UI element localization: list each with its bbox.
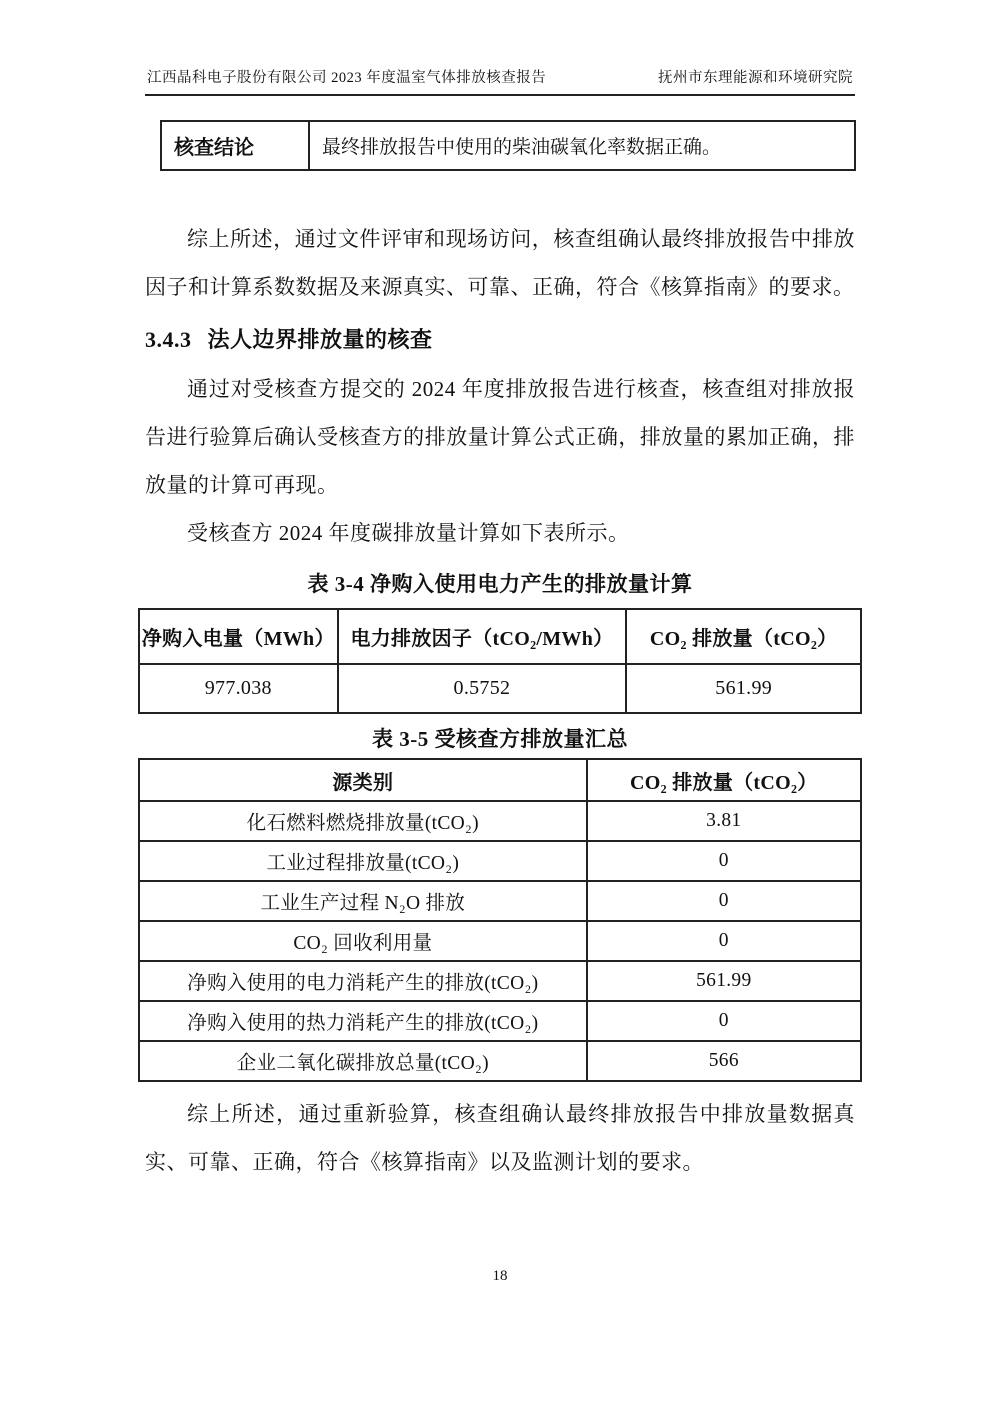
value-cell: 0 (587, 1001, 861, 1041)
table-row (139, 801, 861, 841)
cell-co2-emissions: 561.99 (626, 664, 861, 713)
table-row (139, 664, 861, 713)
table-row (139, 1001, 861, 1041)
paragraph-final-summary: 综上所述，通过重新验算，核查组确认最终排放报告中排放量数据真实、可靠、正确，符合《核算指南》以及监测计划的要求。 (145, 1102, 855, 1174)
table-3-5-emissions-summary (138, 758, 862, 1082)
table-row (161, 121, 855, 170)
table-row (139, 921, 861, 961)
value-cell: 566 (587, 1041, 861, 1081)
section-title: 法人边界排放量的核查 (207, 327, 433, 352)
section-heading-3-4-3 (145, 325, 855, 355)
col-header-purchased-electricity: 净购入电量（MWh） (139, 609, 338, 664)
table-3-4-electricity-emissions (138, 608, 862, 714)
table-3-5-caption: 表 3-5 受核查方排放量汇总 (372, 727, 628, 751)
table-header-row (139, 759, 861, 801)
conclusion-table (160, 120, 856, 171)
table-row (139, 841, 861, 881)
col-header-co2-emissions: CO₂ 排放量（tCO₂） (626, 609, 861, 664)
col-header-emission-factor: 电力排放因子（tCO₂/MWh） (338, 609, 627, 664)
paragraph-factor-summary: 综上所述，通过文件评审和现场访问，核查组确认最终排放报告中排放因子和计算系数数据及来源真实、可靠、正确，符合《核算指南》的要求。 (145, 227, 855, 299)
header-report-title: 江西晶科电子股份有限公司 2023 年度温室气体排放核查报告 (147, 70, 547, 86)
value-cell: 561.99 (587, 961, 861, 1001)
col-header-co2-emissions: CO₂ 排放量（tCO₂） (587, 759, 861, 801)
paragraph-table-intro: 受核查方 2024 年度碳排放量计算如下表所示。 (187, 521, 630, 545)
cell-purchased-electricity: 977.038 (139, 664, 338, 713)
table-row (139, 961, 861, 1001)
section-number: 3.4.3 (145, 327, 192, 352)
header-agency-name: 抚州市东理能源和环境研究院 (658, 70, 853, 86)
value-cell: 0 (587, 841, 861, 881)
value-cell: 0 (587, 881, 861, 921)
table-row (139, 881, 861, 921)
value-cell: 3.81 (587, 801, 861, 841)
source-cell: 净购入使用的电力消耗产生的排放(tCO₂) (139, 961, 587, 1001)
col-header-source-category: 源类别 (139, 759, 587, 801)
page-number: 18 (492, 1268, 508, 1284)
source-cell: 化石燃料燃烧排放量(tCO₂) (139, 801, 587, 841)
running-header (145, 66, 855, 96)
cell-emission-factor: 0.5752 (338, 664, 627, 713)
source-cell: 净购入使用的热力消耗产生的排放(tCO₂) (139, 1001, 587, 1041)
source-cell: 工业生产过程 N₂O 排放 (139, 881, 587, 921)
source-cell: 工业过程排放量(tCO₂) (139, 841, 587, 881)
value-cell: 0 (587, 921, 861, 961)
table-header-row (139, 609, 861, 664)
conclusion-value: 最终排放报告中使用的柴油碳氧化率数据正确。 (309, 121, 855, 170)
table-row (139, 1041, 861, 1081)
source-cell: 企业二氧化碳排放总量(tCO₂) (139, 1041, 587, 1081)
source-cell: CO₂ 回收利用量 (139, 921, 587, 961)
conclusion-label: 核查结论 (161, 121, 309, 170)
table-3-4-caption: 表 3-4 净购入使用电力产生的排放量计算 (307, 572, 693, 596)
paragraph-verification-method: 通过对受核查方提交的 2024 年度排放报告进行核查，核查组对排放报告进行验算后确认受核查方的排放量计算公式正确，排放量的累加正确，排放量的计算可再现。 (145, 377, 855, 497)
